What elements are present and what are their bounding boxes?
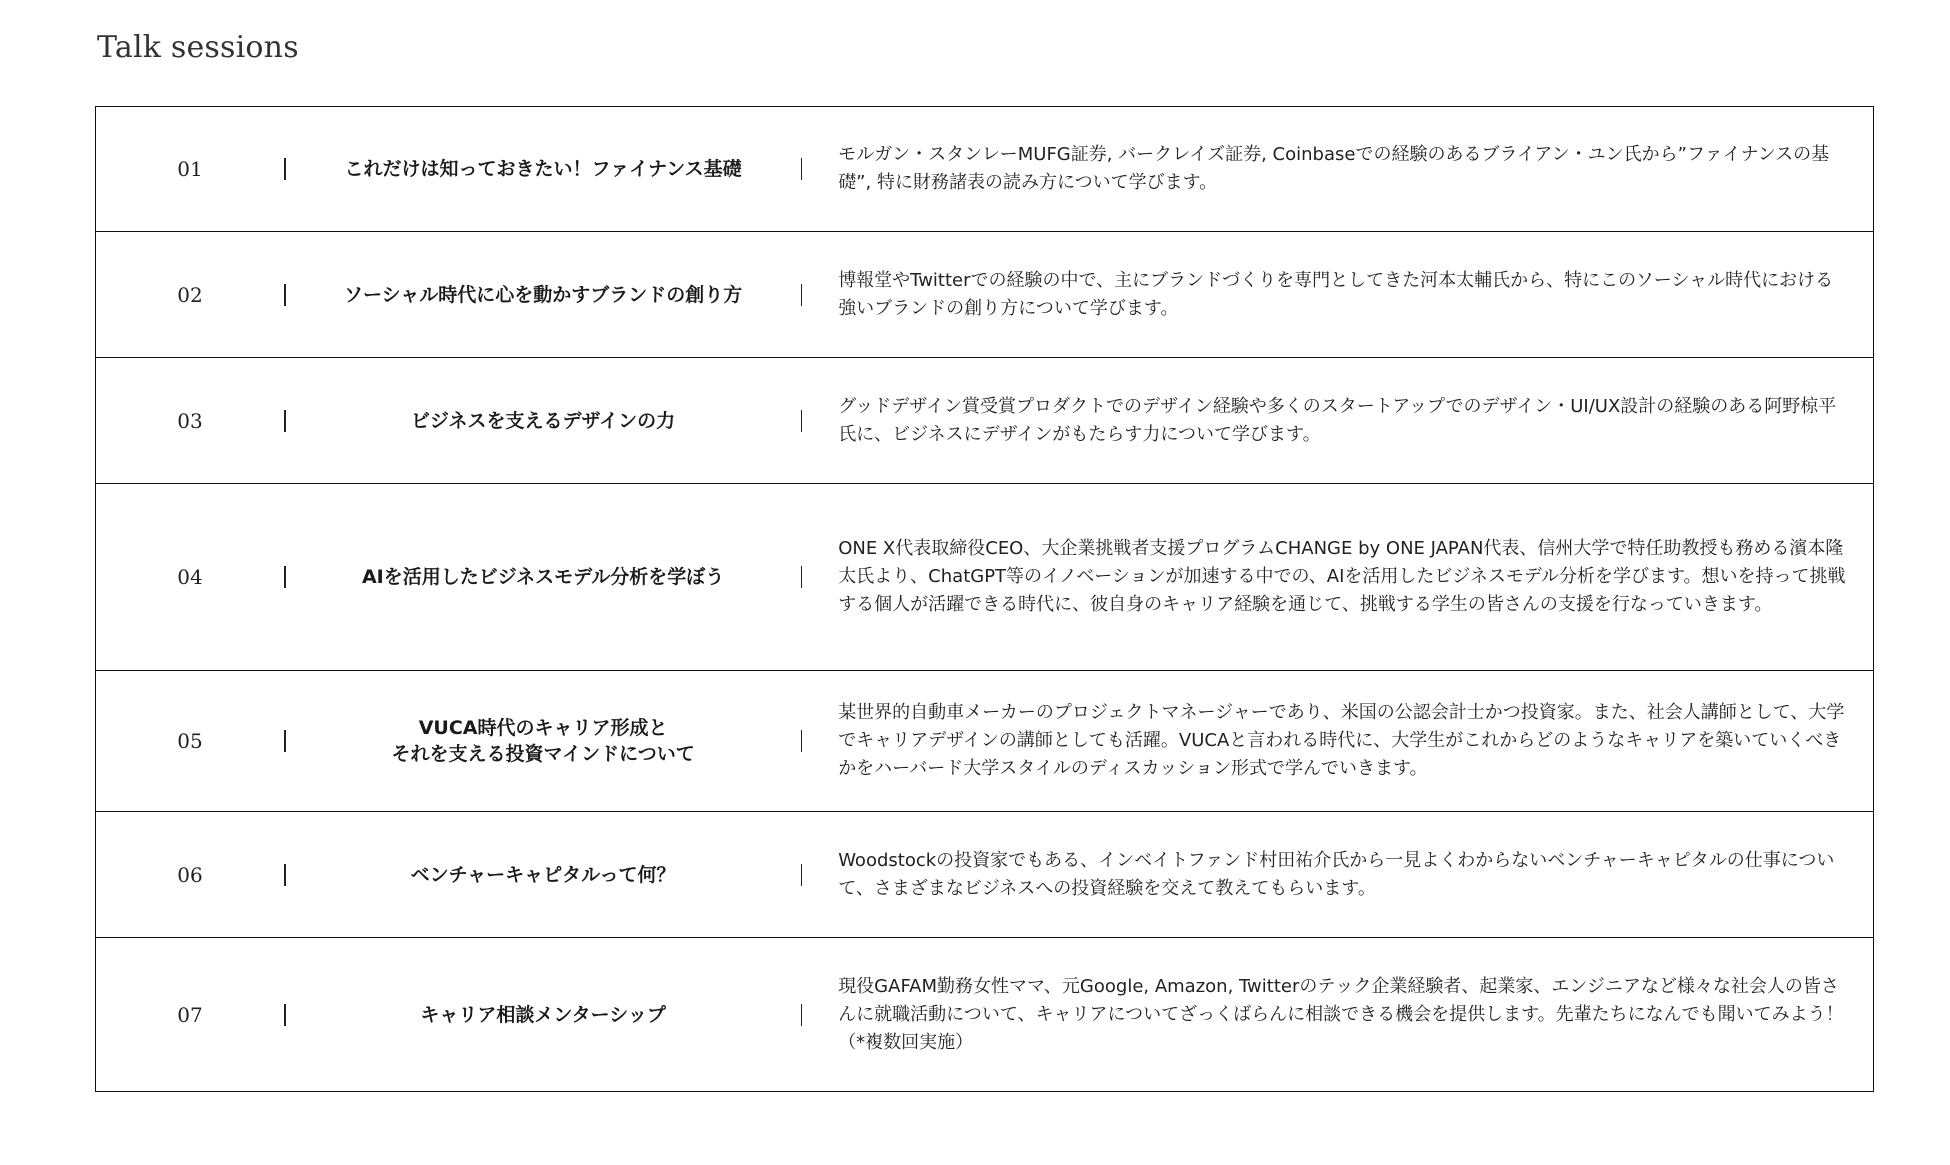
session-description: モルガン・スタンレーMUFG証券, バークレイズ証券, Coinbaseでの経験のあるブライアン・ユン氏から”ファイナンスの基礎”, 特に財務諸表の読み方について学びます。 xyxy=(838,144,1830,193)
session-title: キャリア相談メンターシップ xyxy=(420,1003,666,1026)
session-title: AIを活用したビジネスモデル分析を学ぼう xyxy=(361,566,725,588)
session-description: 某世界的自動車メーカーのプロジェクトマネージャーであり、米国の公認会計士かつ投資家。また、社会人講師として、大学でキャリアデザインの講師としても活躍。VUCAと言われる時代に、大学生がこれからどのようなキャリアを築いていくべきかをハーバード大学スタイルのディスカッション形式で学んでいきます。 xyxy=(838,702,1845,779)
session-number: 06 xyxy=(177,862,203,887)
session-row xyxy=(96,812,1873,938)
session-row xyxy=(96,107,1873,232)
session-number: 07 xyxy=(177,1002,203,1027)
session-description: 現役GAFAM勤務女性ママ、元Google, Amazon, Twitterのテック企業経験者、起業家、エンジニアなど様々な社会人の皆さんに就職活動について、キャリアについてざっくばらんに相談できる機会を提供します。先輩たちになんでも聞いてみよう！（*複数回実施） xyxy=(838,975,1844,1053)
session-description: ONE X代表取締役CEO、大企業挑戦者支援プログラムCHANGE by ONE JAPAN代表、信州大学で特任助教授も務める濱本隆太氏より、ChatGPT等のイノベーションが加速する中での、AIを活用したビジネスモデル分析を学びます。想いを持って挑戦する個人が活躍できる時代に、彼自身のキャリア経験を通じて、挑戦する学生の皆さんの支援を行なっていきます。 xyxy=(838,538,1846,615)
session-row xyxy=(96,671,1873,812)
session-row xyxy=(96,484,1873,671)
session-title: VUCA時代のキャリア形成と それを支える投資マインドについて xyxy=(391,717,695,765)
sessions-table xyxy=(95,106,1874,1092)
session-number: 03 xyxy=(177,408,203,433)
session-number: 05 xyxy=(177,729,203,753)
session-row xyxy=(96,938,1873,1091)
session-row xyxy=(96,232,1873,358)
session-title: ビジネスを支えるデザインの力 xyxy=(411,409,676,432)
session-description: 博報堂やTwitterでの経験の中で、主にブランドづくりを専門としてきた河本太輔氏から、特にこのソーシャル時代における強いブランドの創り方について学びます。 xyxy=(838,269,1834,319)
session-number: 02 xyxy=(177,282,203,307)
session-description: グッドデザイン賞受賞プロダクトでのデザイン経験や多くのスタートアップでのデザイン・UI/UX設計の経験のある阿野椋平氏に、ビジネスにデザインがもたらす力について学びます。 xyxy=(838,395,1837,445)
session-title: これだけは知っておきたい！ファイナンス基礎 xyxy=(344,158,742,180)
session-number: 01 xyxy=(177,157,203,181)
session-description: Woodstockの投資家でもある、インベイトファンド村田祐介氏から一見よくわからないベンチャーキャピタルの仕事について、さまざまなビジネスへの投資経験を交えて教えてもらいます。 xyxy=(838,849,1835,899)
session-number: 04 xyxy=(177,565,203,589)
page-title: Talk sessions xyxy=(97,30,299,65)
session-title: ベンチャーキャピタルって何？ xyxy=(410,863,676,886)
session-title: ソーシャル時代に心を動かすブランドの創り方 xyxy=(343,283,743,306)
session-row xyxy=(96,358,1873,484)
